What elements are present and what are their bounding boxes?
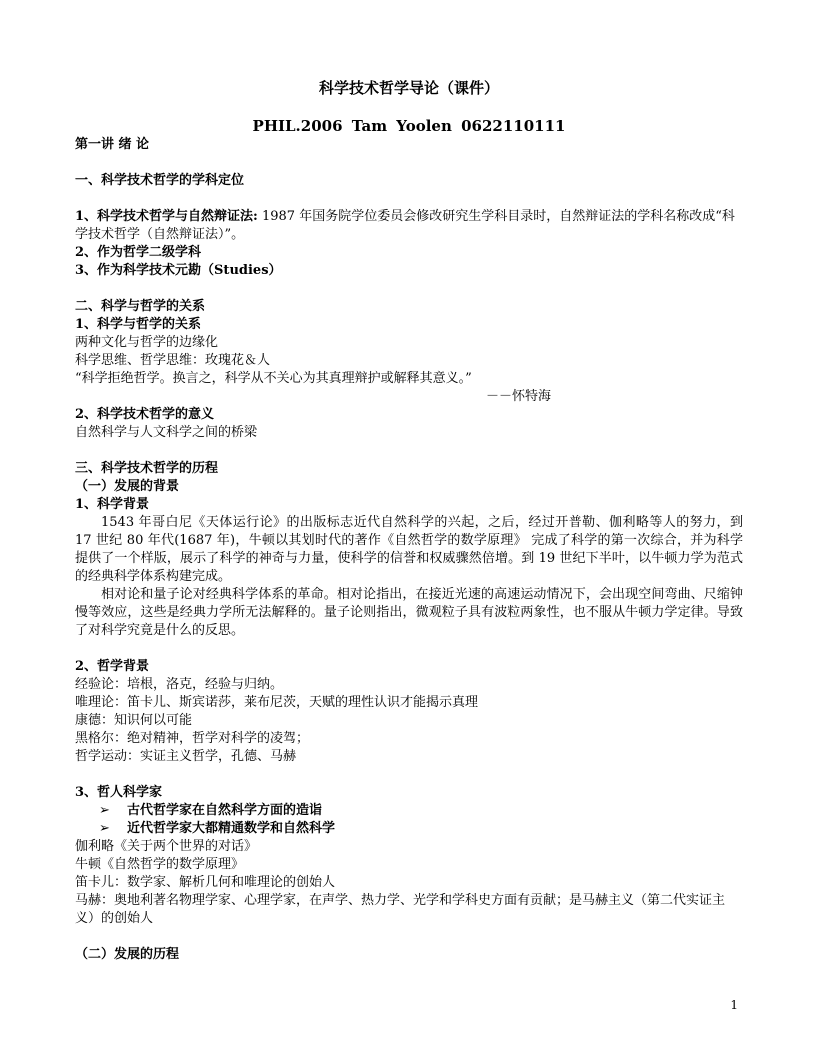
section-3-heading: 三、科学技术哲学的历程	[75, 461, 219, 476]
philosophy-line-4: 黑格尔：绝对精神，哲学对科学的凌驾；	[75, 731, 310, 746]
section-3-sub-1: （一）发展的背景	[75, 479, 180, 494]
section-1-item-1-text: 1987 年国务院学位委员会修改研究生学科目录时，自然辩证法的学科名称改成“科学技术哲学（自然辩证法）”。	[75, 209, 735, 242]
science-background-paragraph-1: 1543 年哥白尼《天体运行论》的出版标志近代自然科学的兴起，之后，经过开普勒、伽利略等人的努力，到 17 世纪 80 年代(1687 年)，牛顿以其划时代的著作《自然哲学的数学原理》 完成了科学的第一次综合，并为科学提供了一个样版，展示了科学的神奇与力量，使科学的信誉和权威骤然倍增。到 19 世纪下半叶，以牛顿力学为范式的经典科学体系构建完成。	[75, 515, 743, 584]
section-3-sub-2: （二）发展的历程	[75, 947, 180, 962]
section-2-heading: 二、科学与哲学的关系	[75, 299, 206, 314]
scientist-line-4: 马赫：奥地利著名物理学家、心理学家，在声学、热力学、光学和学科史方面有贡献；是马赫主义（第二代实证主义）的创始人	[75, 893, 726, 926]
section-2-line-1: 两种文化与哲学的边缘化	[75, 335, 219, 350]
scientist-line-2: 牛顿《自然哲学的数学原理》	[75, 857, 245, 872]
section-1-heading: 一、科学技术哲学的学科定位	[75, 173, 245, 188]
section-2-line-2: 科学思维、哲学思维：玫瑰花＆人	[75, 353, 271, 368]
section-1-item-3: 3、作为科学技术元勘（Studies）	[75, 263, 282, 278]
bullet-item-2-text: 近代哲学家大都精通数学和自然科学	[127, 821, 336, 836]
lecture-heading: 第一讲 绪 论	[75, 137, 150, 152]
philosophy-line-2: 唯理论：笛卡儿、斯宾诺莎，莱布尼茨，天赋的理性认识才能揭示真理	[75, 695, 479, 710]
science-background-paragraph-2: 相对论和量子论对经典科学体系的革命。相对论指出，在接近光速的高速运动情况下，会出现空间弯曲、尺缩钟慢等效应，这些是经典力学所无法解释的。量子论则指出，微观粒子具有波粒两象性，也不服从牛顿力学定律。导致了对科学究竟是什么的反思。	[75, 587, 743, 638]
bullet-item-2	[75, 820, 743, 838]
arrow-bullet-icon: ➢	[99, 821, 110, 836]
scientist-line-3: 笛卡儿：数学家、解析几何和唯理论的创始人	[75, 875, 336, 890]
section-3-item-1: 1、科学背景	[75, 497, 150, 512]
bullet-item-1-text: 古代哲学家在自然科学方面的造诣	[127, 803, 323, 818]
philosophy-line-3: 康德：知识何以可能	[75, 713, 193, 728]
section-1-item-1-label: 1、科学技术哲学与自然辩证法:	[75, 209, 258, 224]
quote-attribution: －－怀特海	[485, 389, 551, 404]
document-title: 科学技术哲学导论（课件）	[318, 79, 499, 97]
document-body	[75, 78, 743, 964]
section-1-item-2: 2、作为哲学二级学科	[75, 245, 202, 260]
bullet-item-1	[75, 802, 743, 820]
quote-text: “科学拒绝哲学。换言之，科学从不关心为其真理辩护或解释其意义。”	[75, 371, 472, 386]
philosophy-line-1: 经验论：培根，洛克，经验与归纳。	[75, 677, 284, 692]
section-3-item-3: 3、哲人科学家	[75, 785, 163, 800]
philosophy-line-5: 哲学运动：实证主义哲学，孔德、马赫	[75, 749, 297, 764]
section-2-line-5: 自然科学与人文科学之间的桥梁	[75, 425, 258, 440]
course-code-line: PHIL.2006 Tam Yoolen 0622110111	[252, 117, 566, 135]
section-3-item-2: 2、哲学背景	[75, 659, 150, 674]
page-number: 1	[730, 998, 738, 1012]
section-1-item-1	[75, 208, 743, 244]
section-2-item-2: 2、科学技术哲学的意义	[75, 407, 215, 422]
scientist-line-1: 伽利略《关于两个世界的对话》	[75, 839, 258, 854]
section-2-item-1: 1、科学与哲学的关系	[75, 317, 202, 332]
arrow-bullet-icon: ➢	[99, 803, 110, 818]
